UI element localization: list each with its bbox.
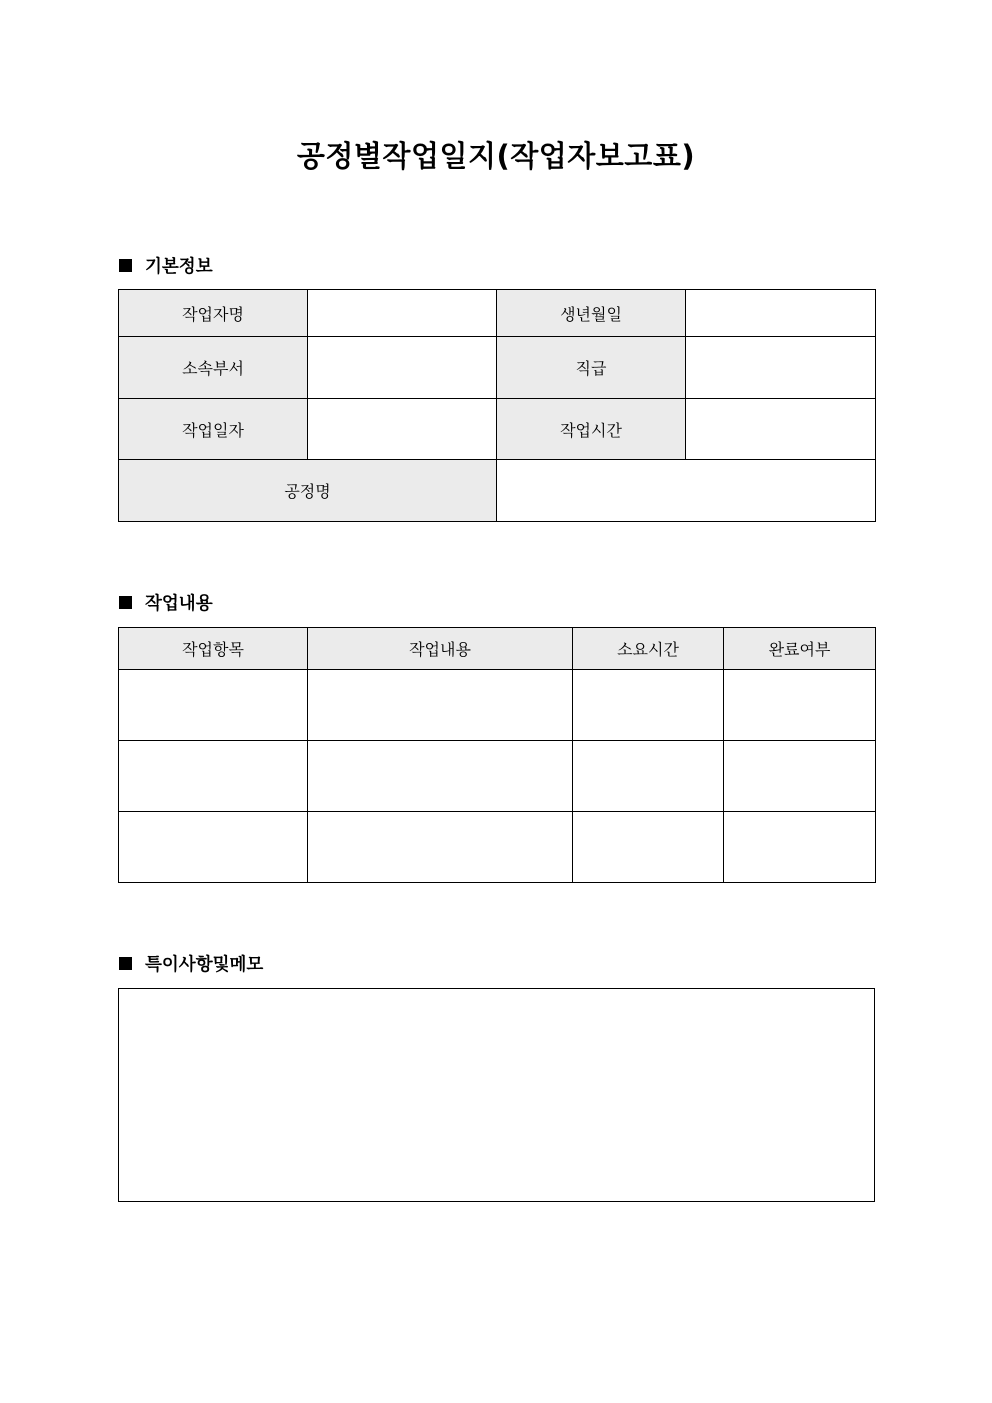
birth-date-field[interactable] xyxy=(686,290,876,337)
position-field[interactable] xyxy=(686,337,876,399)
completion-cell[interactable] xyxy=(724,812,876,883)
department-label: 소속부서 xyxy=(119,337,308,399)
table-row xyxy=(119,670,876,741)
work-date-label: 작업일자 xyxy=(119,399,308,460)
table-header-row xyxy=(119,628,876,670)
section-heading-label: 기본정보 xyxy=(145,256,213,277)
time-required-cell[interactable] xyxy=(573,741,724,812)
section-heading-label: 작업내용 xyxy=(145,593,213,614)
section-heading-notes xyxy=(119,951,263,975)
section-heading-basic-info xyxy=(119,253,213,277)
work-content-cell[interactable] xyxy=(308,812,573,883)
work-item-cell[interactable] xyxy=(119,812,308,883)
bullet-square-icon xyxy=(119,596,132,609)
notes-memo-field[interactable] xyxy=(118,988,875,1202)
worker-name-field[interactable] xyxy=(308,290,497,337)
work-content-table xyxy=(118,627,876,883)
birth-date-label: 생년월일 xyxy=(497,290,686,337)
section-heading-label: 특이사항및메모 xyxy=(145,954,264,975)
completion-cell[interactable] xyxy=(724,741,876,812)
table-row xyxy=(119,460,876,522)
worker-name-label: 작업자명 xyxy=(119,290,308,337)
bullet-square-icon xyxy=(119,259,132,272)
completion-cell[interactable] xyxy=(724,670,876,741)
bullet-square-icon xyxy=(119,957,132,970)
column-header-work-content: 작업내용 xyxy=(308,628,573,670)
work-item-cell[interactable] xyxy=(119,670,308,741)
work-time-field[interactable] xyxy=(686,399,876,460)
table-row xyxy=(119,337,876,399)
table-row xyxy=(119,290,876,337)
work-date-field[interactable] xyxy=(308,399,497,460)
position-label: 직급 xyxy=(497,337,686,399)
document-title: 공정별작업일지(작업자보고표) xyxy=(296,139,696,173)
time-required-cell[interactable] xyxy=(573,670,724,741)
table-row xyxy=(119,399,876,460)
work-content-cell[interactable] xyxy=(308,670,573,741)
basic-info-table xyxy=(118,289,876,522)
table-row xyxy=(119,741,876,812)
work-item-cell[interactable] xyxy=(119,741,308,812)
department-field[interactable] xyxy=(308,337,497,399)
process-name-field[interactable] xyxy=(497,460,876,522)
column-header-time-required: 소요시간 xyxy=(573,628,724,670)
work-content-cell[interactable] xyxy=(308,741,573,812)
process-name-label: 공정명 xyxy=(119,460,497,522)
section-heading-work-content xyxy=(119,590,213,614)
column-header-work-item: 작업항목 xyxy=(119,628,308,670)
time-required-cell[interactable] xyxy=(573,812,724,883)
table-row xyxy=(119,812,876,883)
column-header-completion: 완료여부 xyxy=(724,628,876,670)
work-time-label: 작업시간 xyxy=(497,399,686,460)
